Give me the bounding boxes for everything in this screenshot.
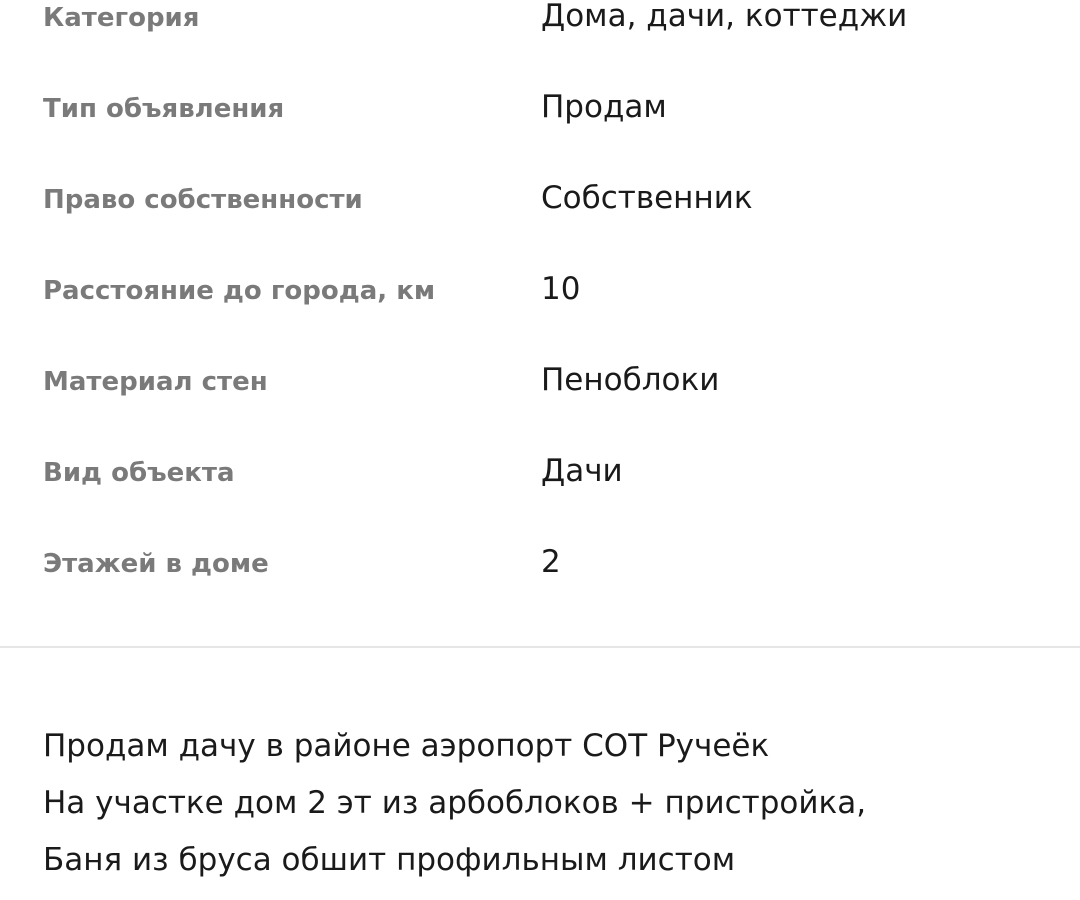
param-row-listing-type — [0, 91, 1080, 151]
param-value: Пеноблоки — [541, 362, 720, 398]
param-value: 10 — [541, 271, 581, 307]
param-label: Вид объекта — [43, 458, 235, 488]
param-row-object-type — [0, 455, 1080, 515]
param-label: Право собственности — [43, 185, 363, 215]
param-value: 2 — [541, 544, 561, 580]
param-value: Дачи — [541, 453, 623, 489]
param-label: Этажей в доме — [43, 549, 269, 579]
description-line: Баня из бруса обшит профильным листом — [43, 842, 736, 878]
section-divider — [0, 646, 1080, 648]
param-value: Собственник — [541, 180, 753, 216]
param-label: Расстояние до города, км — [43, 276, 436, 306]
param-value: Продам — [541, 89, 667, 125]
param-value: Дома, дачи, коттеджи — [541, 0, 908, 34]
description-line: Продам дачу в районе аэропорт СОТ Ручеёк — [43, 728, 770, 764]
param-row-wall-material — [0, 364, 1080, 424]
param-label: Категория — [43, 3, 200, 33]
param-row-category — [0, 0, 1080, 60]
param-label: Материал стен — [43, 367, 268, 397]
param-row-distance — [0, 273, 1080, 333]
param-row-floors — [0, 546, 1080, 606]
param-row-ownership — [0, 182, 1080, 242]
param-label: Тип объявления — [43, 94, 285, 124]
listing-description — [43, 718, 1053, 889]
description-line: На участке дом 2 эт из арбоблоков + пристройка, — [43, 785, 867, 821]
